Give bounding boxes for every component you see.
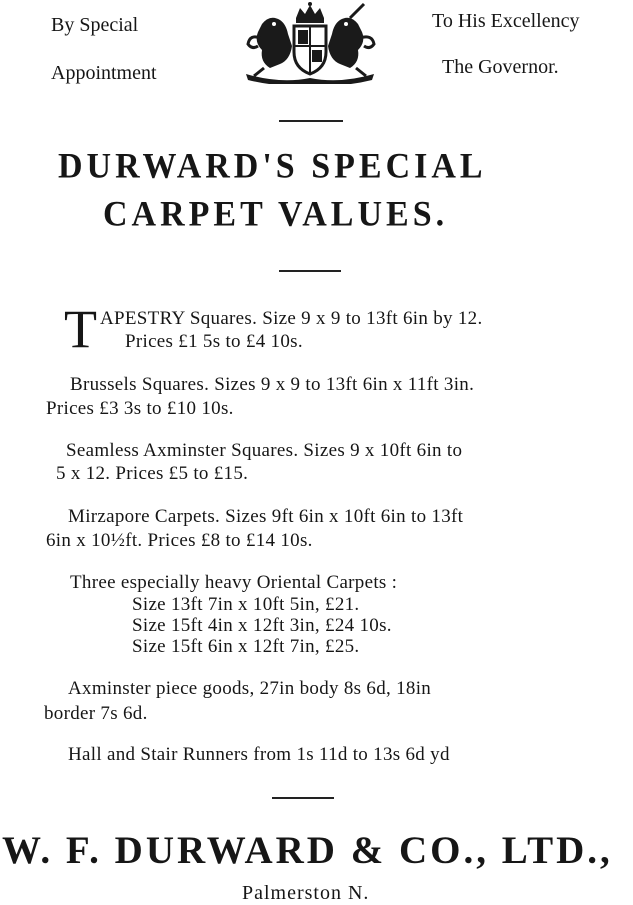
axminster-piece-line2: border 7s 6d. (44, 703, 148, 724)
oriental-intro: Three especially heavy Oriental Carpets : (70, 572, 398, 593)
brussels-line1: Brussels Squares. Sizes 9 x 9 to 13ft 6in x 11ft 3in. (70, 374, 475, 395)
divider-rule-bottom (272, 797, 334, 799)
runners-line: Hall and Stair Runners from 1s 11d to 13s 6d yd (68, 744, 450, 765)
tapestry-line2: Prices £1 5s to £4 10s. (125, 331, 303, 352)
tapestry-dropcap: T (64, 299, 97, 359)
seamless-line1: Seamless Axminster Squares. Sizes 9 x 10ft 6in to (66, 440, 463, 461)
headline-line1: DURWARD'S SPECIAL (58, 147, 487, 186)
tapestry-line1: APESTRY Squares. Size 9 x 9 to 13ft 6in by 12. (100, 308, 483, 329)
seamless-line2: 5 x 12. Prices £5 to £15. (56, 463, 249, 484)
divider-rule-top (279, 120, 343, 122)
to-his-excellency-text: To His Excellency (432, 10, 580, 32)
royal-coat-of-arms-icon (240, 2, 380, 84)
divider-rule-middle (279, 270, 341, 272)
oriental-size3: Size 15ft 6in x 12ft 7in, £25. (132, 636, 360, 657)
brussels-line2: Prices £3 3s to £10 10s. (46, 398, 234, 419)
axminster-piece-line1: Axminster piece goods, 27in body 8s 6d, 18in (68, 678, 432, 699)
oriental-size1: Size 13ft 7in x 10ft 5in, £21. (132, 594, 360, 615)
headline-line2: CARPET VALUES. (103, 195, 449, 234)
appointment-text: Appointment (51, 62, 157, 84)
oriental-size2: Size 15ft 4in x 12ft 3in, £24 10s. (132, 615, 392, 636)
mirzapore-line1: Mirzapore Carpets. Sizes 9ft 6in x 10ft 6in to 13ft (68, 506, 464, 527)
the-governor-text: The Governor. (442, 56, 559, 78)
mirzapore-line2: 6in x 10½ft. Prices £8 to £14 10s. (46, 530, 313, 551)
location-text: Palmerston N. (242, 882, 370, 904)
by-special-text: By Special (51, 14, 139, 36)
company-name: W. F. DURWARD & CO., LTD., (2, 829, 613, 872)
